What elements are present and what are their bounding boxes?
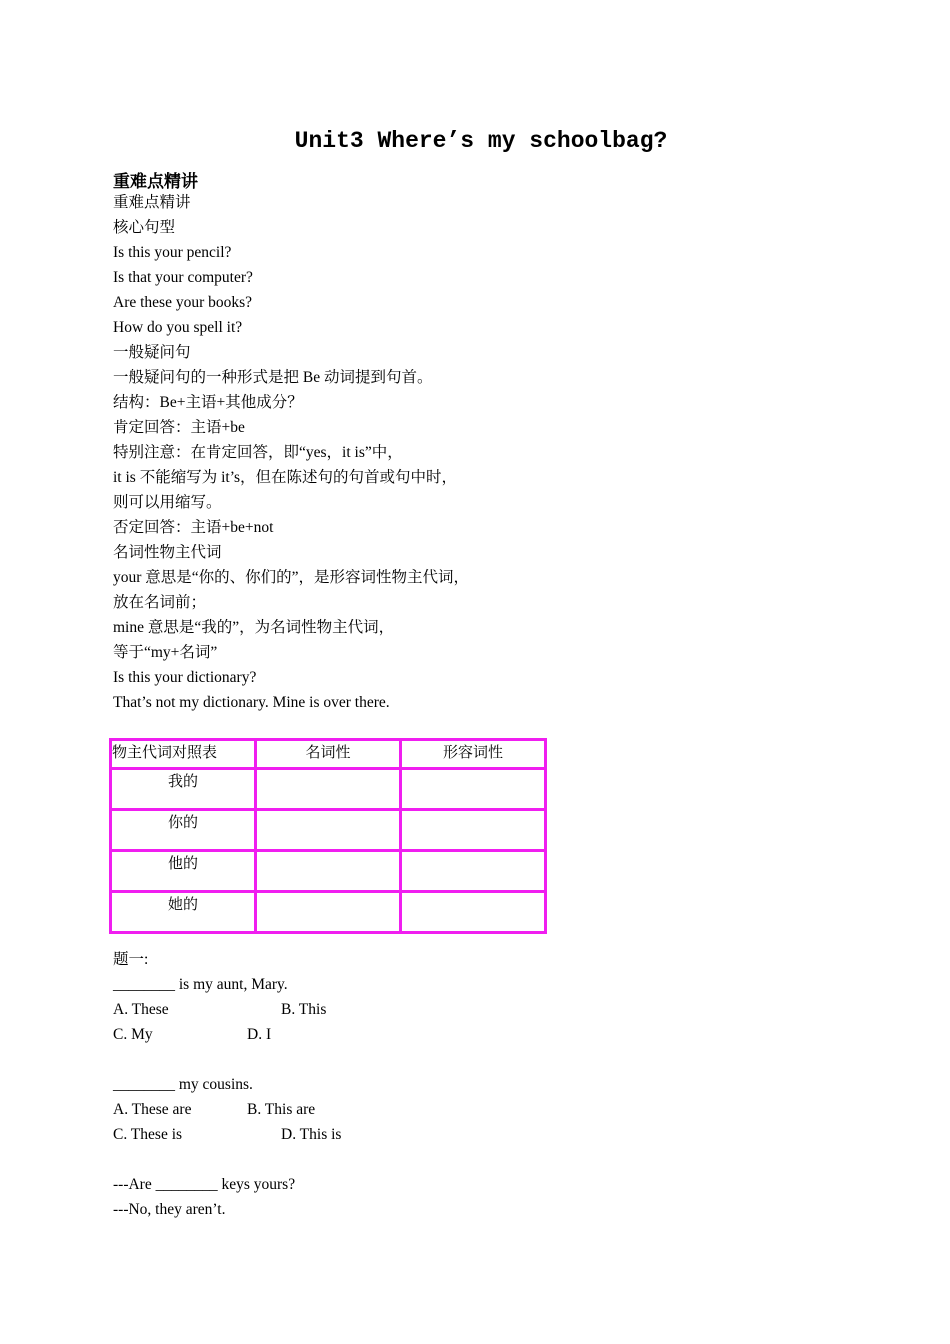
text-line: That’s not my dictionary. Mine is over there. [113,694,390,711]
text-line: your 意思是“你的、你们的”，是形容词性物主代词， [113,569,470,586]
text-line: 名词性物主代词 [113,544,222,561]
section-heading: 重难点精讲 [113,172,198,192]
table-header-cell: 形容词性 [401,740,546,769]
table-cell: 我的 [111,769,256,810]
options-row [113,1122,342,1147]
option-c: C. These is [113,1126,183,1143]
table-cell: 她的 [111,892,256,933]
table-cell: 你的 [111,810,256,851]
options-row [113,1097,316,1122]
table-cell [401,769,546,810]
table-row [111,851,546,892]
table-header-cell: 物主代词对照表 [111,740,256,769]
text-line: 否定回答：主语+be+not [113,519,274,536]
table-cell [401,810,546,851]
options-row [113,1022,295,1047]
table-cell [401,851,546,892]
text-line: How do you spell it? [113,319,243,336]
text-line: 结构：Be+主语+其他成分？ [113,394,303,411]
table-cell [256,851,401,892]
text-line: 则可以用缩写。 [113,494,222,511]
option-d: D. This is [281,1126,342,1143]
table-cell [256,810,401,851]
option-a: A. These [113,1001,169,1018]
text-line: Is that your computer? [113,269,253,286]
text-line: mine 意思是“我的”，为名词性物主代词， [113,619,395,636]
exercise-section [113,947,342,1222]
text-line: 一般疑问句的一种形式是把 Be 动词提到句首。 [113,369,433,386]
option-b: B. This are [247,1101,316,1118]
table-cell [256,769,401,810]
text-line: Is this your dictionary? [113,669,257,686]
question-1: ________ is my aunt, Mary. [113,976,288,993]
text-line: 重难点精讲 [113,194,191,211]
option-c: C. My [113,1026,153,1043]
table-cell [256,892,401,933]
table-cell: 他的 [111,851,256,892]
option-a: A. These are [113,1101,192,1118]
table-header-cell: 名词性 [256,740,401,769]
table-row [111,769,546,810]
options-row [113,997,327,1022]
text-line: 核心句型 [113,219,176,236]
table-row [111,892,546,933]
question-3: ---Are ________ keys yours? [113,1176,296,1193]
text-line: Are these your books? [113,294,253,311]
text-line: 等于“my+名词” [113,644,218,661]
pronoun-table [109,738,547,934]
option-d: D. I [247,1026,272,1043]
text-line: 一般疑问句 [113,344,191,361]
table-cell [401,892,546,933]
page-title: Unit3 Where’s my schoolbag? [294,128,668,154]
body-text [113,190,469,715]
text-line: 肯定回答：主语+be [113,419,245,436]
question-3-answer: ---No, they aren’t. [113,1201,226,1218]
option-b: B. This [281,1001,327,1018]
text-line: Is this your pencil? [113,244,232,261]
text-line: 特别注意：在肯定回答，即“yes，it is”中， [113,444,403,461]
question-2: ________ my cousins. [113,1076,253,1093]
text-line: it is 不能缩写为 it’s，但在陈述句的句首或句中时， [113,469,458,486]
exercise-label: 题一: [113,951,149,968]
table-row [111,810,546,851]
text-line: 放在名词前； [113,594,207,611]
table-header-row [111,740,546,769]
